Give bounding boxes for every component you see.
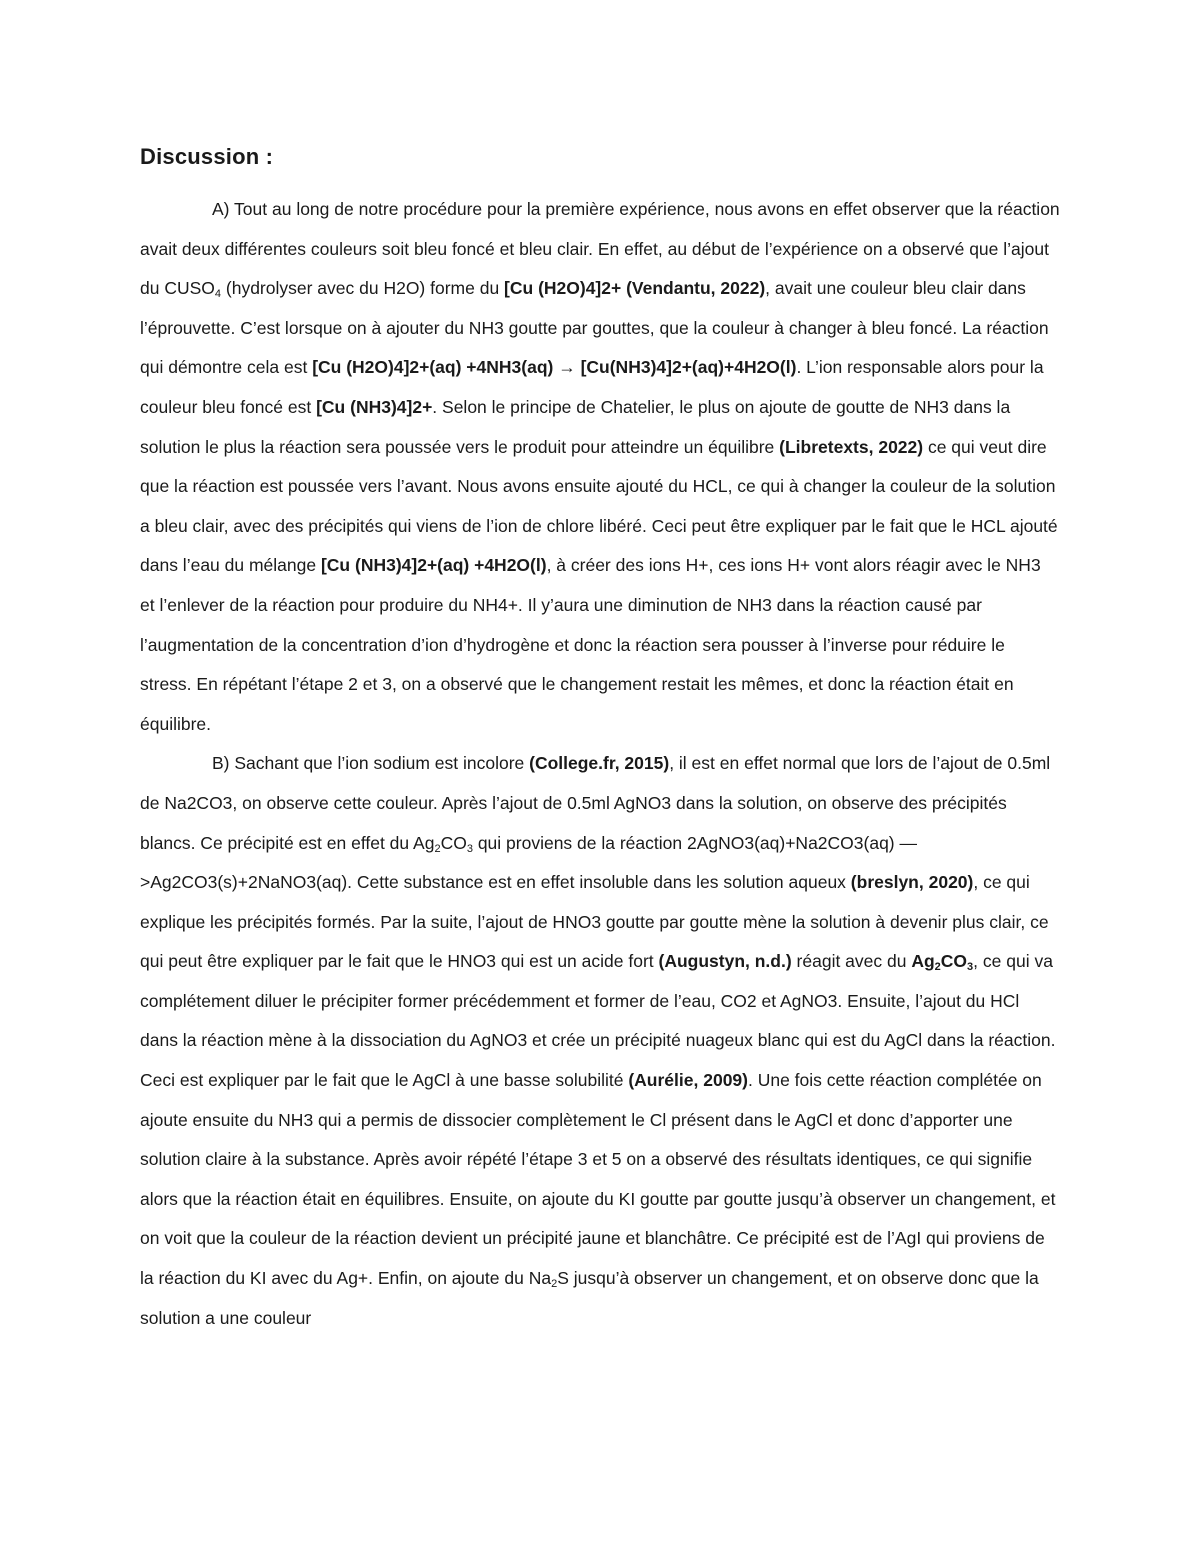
- citation: (College.fr, 2015): [529, 753, 670, 774]
- text-span: ce qui veut dire que la réaction est poussée vers l’avant. Nous avons ensuite ajouté du HCL, ce qui à changer la couleur de la solution a bleu clair, avec des précipités qui viens de l’ion de chlore libéré. Ceci peut être expliquer par le fait que le HCL ajouté dans l’eau du mélange: [140, 436, 1058, 576]
- text-span: , avait une couleur bleu clair dans l’éprouvette. C’est lorsque on à ajouter du NH3 goutte par gouttes, que la couleur à changer à bleu foncé. La réaction qui démontre cela est: [140, 278, 1049, 378]
- reaction-arrow-icon: →: [553, 357, 581, 378]
- text-span: réagit avec du: [791, 951, 912, 972]
- paragraph-b: [140, 744, 1060, 1338]
- text-span: . Une fois cette réaction complétée on ajoute ensuite du NH3 qui a permis de dissocier complètement le Cl présent dans le AgCl et donc d’apporter une solution claire à la substance. Après avoir répété l’étape 3 et 5 on a observé des résultats identiques, ce qui signifie alors que la réaction était en équilibres. Ensuite, on ajoute du KI goutte par goutte jusqu’à observer un changement, et on voit que la couleur de la réaction devient un précipité jaune et blanchâtre. Ce précipité est de l’AgI qui proviens de la réaction du KI avec du Ag+. Enfin, on ajoute du: [140, 1070, 1056, 1289]
- formula-cuso4: $CUSO_4$: [164, 278, 222, 301]
- formula-bold: [Cu (NH3)4]2+: [316, 396, 433, 417]
- text-span: A) Tout au long de notre procédure pour la première expérience, nous avons en effet observer que la réaction avait deux différentes couleurs soit bleu foncé et bleu clair. En effet, au début de l’expérience on a observé que l’ajout du: [140, 199, 1060, 299]
- text-span: . L’ion responsable alors pour la couleur bleu foncé est: [140, 357, 1044, 417]
- discussion-heading: Discussion :: [140, 144, 274, 169]
- citation: (Augustyn, n.d.): [658, 951, 792, 972]
- formula-na2s: $Na_2S$: [528, 1268, 569, 1291]
- text-span: , à créer des ions H+, ces ions H+ vont alors réagir avec le NH3 et l’enlever de la réaction pour produire du NH4+. Il y’aura une diminution de NH3 dans la réaction causé par l’augmentation de la concentration d’ion d’hydrogène et donc la réaction sera pousser à l’inverse pour réduire le stress. En répétant l’étape 2 et 3, on a observé que le changement restait les mêmes, et donc la réaction était en équilibre.: [140, 555, 1041, 734]
- citation: (Libretexts, 2022): [779, 436, 924, 457]
- formula-ag2co3: $Ag_2CO_3$: [413, 832, 473, 855]
- text-span: qui proviens de la réaction 2AgNO3(aq)+Na2CO3(aq) —>Ag2CO3(s)+2NaNO3(aq). Cette substance est en effet insoluble dans les solution aqueux: [140, 832, 917, 893]
- formula-bold: [Cu (NH3)4]2+(aq) +4H2O(l): [320, 555, 547, 576]
- text-span: , ce qui explique les précipités formés. Par la suite, l’ajout de HNO3 goutte par goutte mène la solution à devenir plus clair, ce qui peut être expliquer par le fait que le HNO3 qui est un acide fort: [140, 872, 1049, 972]
- text-span: B) Sachant que l’ion sodium est incolore: [212, 753, 530, 774]
- citation: (breslyn, 2020): [850, 872, 974, 893]
- formula-bold: [Cu (H2O)4]2+(aq) +4NH3(aq): [312, 357, 554, 378]
- text-span: (hydrolyser avec du H2O) forme du: [221, 278, 505, 299]
- citation: (Vendantu, 2022): [626, 278, 766, 299]
- citation: (Aurélie, 2009): [628, 1070, 748, 1091]
- discussion-body: [140, 190, 1060, 1338]
- text-span: , il est en effet normal que lors de l’ajout de 0.5ml de Na2CO3, on observe cette couleur. Après l’ajout de 0.5ml AgNO3 dans la solution, on observe des précipités blancs. Ce précipité est en effet du: [140, 753, 1051, 853]
- text-span: . Selon le principe de Chatelier, le plus on ajoute de goutte de NH3 dans la solution le plus la réaction sera poussée vers le produit pour atteindre un équilibre: [140, 396, 1011, 457]
- text-span: jusqu’à observer un changement, et on observe donc que la solution a une couleur: [140, 1268, 1039, 1328]
- formula-bold: [Cu (H2O)4]2+: [504, 278, 622, 299]
- formula-bold: [Cu(NH3)4]2+(aq)+4H2O(l): [580, 357, 797, 378]
- text-span: , ce qui va complétement diluer le précipiter former précédemment et former de l’eau, CO2 et AgNO3. Ensuite, l’ajout du HCl dans la réaction mène à la dissociation du AgNO3 et crée un précipité nuageux blanc qui est du AgCl dans la réaction. Ceci est expliquer par le fait que le AgCl à une basse solubilité: [140, 951, 1056, 1091]
- paragraph-a: [140, 190, 1060, 744]
- formula-ag2co3: $Ag_2CO_3$: [911, 951, 974, 974]
